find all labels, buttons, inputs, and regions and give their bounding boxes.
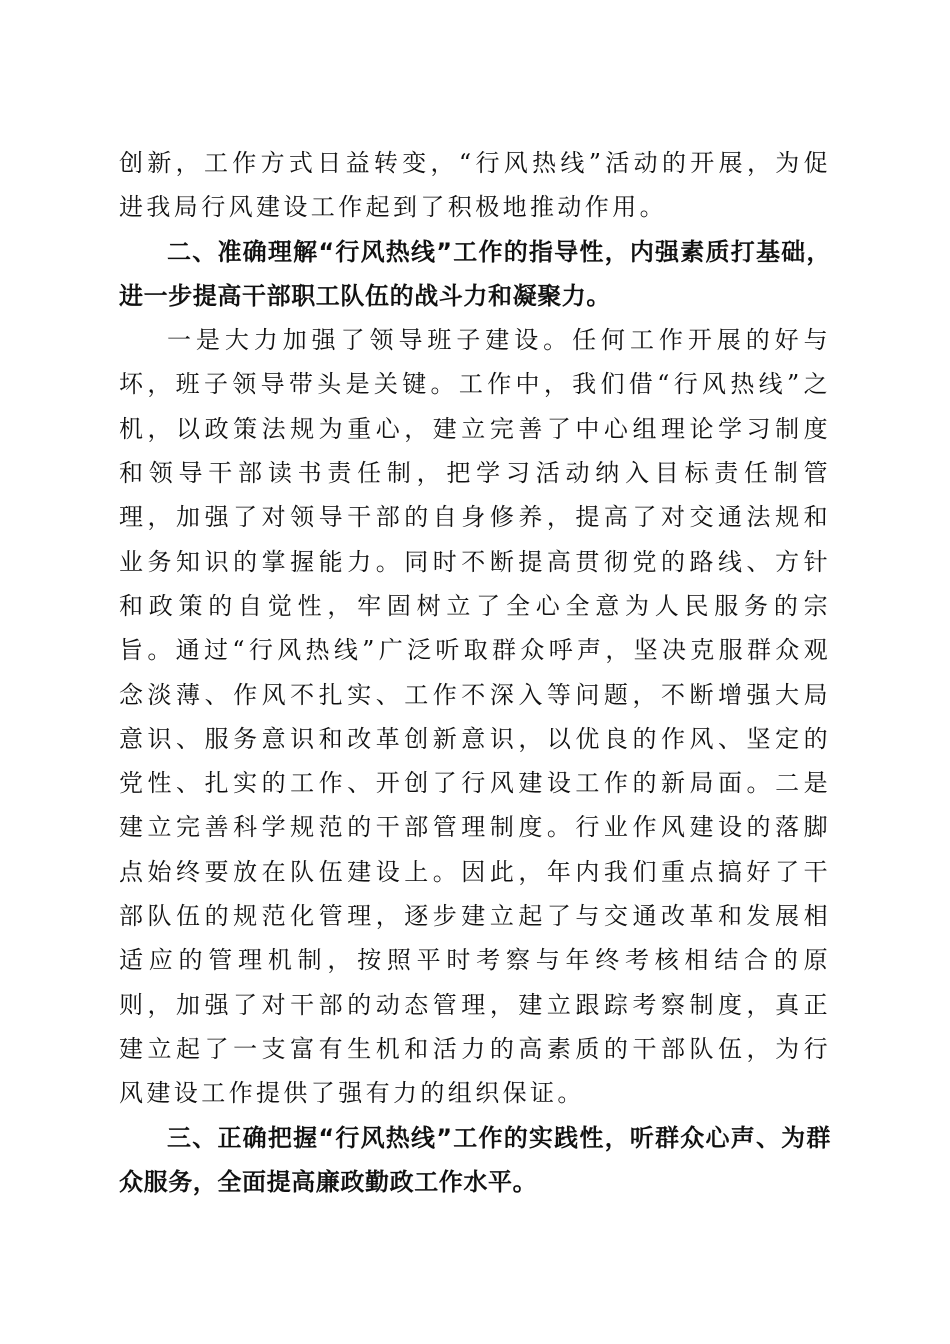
section-2-body-paragraph: 一是大力加强了领导班子建设。任何工作开展的好与坏，班子领导带头是关键。工作中，我们借“行风热线”之机，以政策法规为重心，建立完善了中心组理论学习制度和领导干部读书责任制，把学习活动纳入目标责任制管理，加强了对领导干部的自身修养，提高了对交通法规和业务知识的掌握能力。同时不断提高贯彻党的路线、方针和政策的自觉性，牢固树立了全心全意为人民服务的宗旨。通过“行风热线”广泛听取群众呼声，坚决克服群众观念淡薄、作风不扎实、工作不深入等问题，不断增强大局意识、服务意识和改革创新意识，以优良的作风、坚定的党性、扎实的工作、开创了行风建设工作的新局面。二是建立完善科学规范的干部管理制度。行业作风建设的落脚点始终要放在队伍建设上。因此，年内我们重点搞好了干部队伍的规范化管理，逐步建立起了与交通改革和发展相适应的管理机制，按照平时考察与年终考核相结合的原则，加强了对干部的动态管理，建立跟踪考察制度，真正建立起了一支富有生机和活力的高素质的干部队伍，为行风建设工作提供了强有力的组织保证。: [119, 326, 831, 1108]
continuation-paragraph: 创新，工作方式日益转变，“行风热线”活动的开展，为促进我局行风建设工作起到了积极地推动作用。: [119, 149, 831, 222]
section-2-heading: 二、准确理解“行风热线”工作的指导性，内强素质打基础，进一步提高干部职工队伍的战斗力和凝聚力。: [119, 237, 831, 310]
document-body: [119, 141, 831, 1204]
section-3-heading: 三、正确把握“行风热线”工作的实践性，听群众心声、为群众服务，全面提高廉政勤政工作水平。: [119, 1123, 831, 1196]
